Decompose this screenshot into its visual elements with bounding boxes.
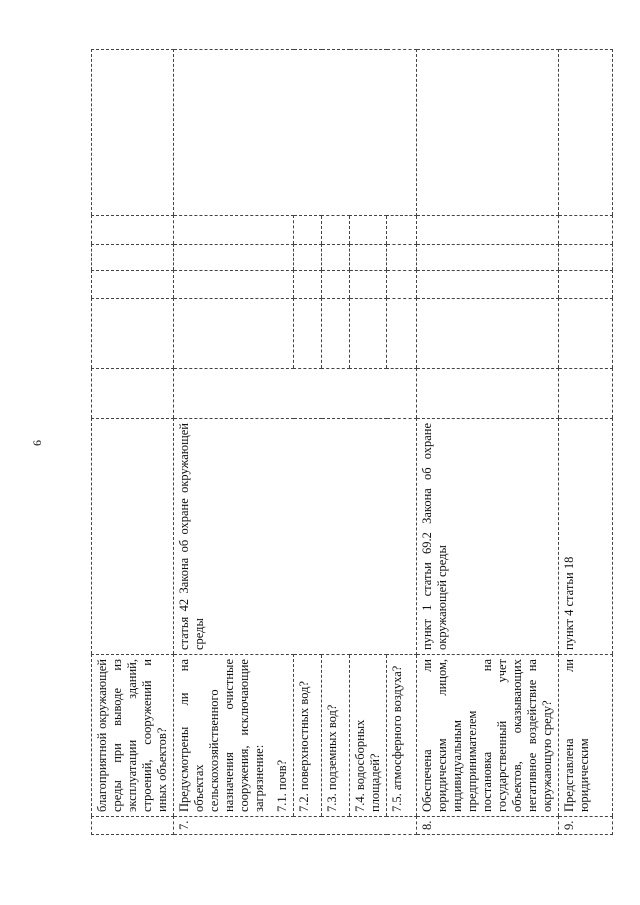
- table-row: [417, 50, 559, 835]
- answer-cell: [387, 299, 417, 369]
- subquestion-7-5: 7.5. атмосферного воздуха?: [387, 655, 417, 817]
- answer-cell: [387, 216, 417, 245]
- answer-cell: [387, 245, 417, 271]
- answer-cell: [174, 299, 294, 369]
- answer-cell: [417, 369, 559, 419]
- notes-cell: [559, 50, 613, 216]
- answer-cell: [92, 245, 174, 271]
- answer-cell: [559, 299, 613, 369]
- answer-cell: [350, 216, 387, 245]
- subquestion-7-3: 7.3. подземных вод?: [322, 655, 350, 817]
- table-row: [174, 50, 294, 835]
- question-text: Предусмотрены ли на объектах сельскохозяйственного назначения очистные сооружения, исключающие загрязнение:: [177, 659, 266, 812]
- row-number: 8.: [417, 817, 559, 835]
- answer-cell: [294, 271, 322, 299]
- answer-cell: [294, 216, 322, 245]
- answer-cell: [559, 245, 613, 271]
- answer-cell: [322, 299, 350, 369]
- table-row: [92, 50, 174, 835]
- notes-cell: [92, 50, 174, 216]
- page-number: 6: [30, 440, 44, 446]
- row-number: 7.: [174, 817, 417, 835]
- question-cell: Обеспечена ли юридическим лицом, индивидуальным предпринимателем постановка на государственный учет объектов, оказывающих негативное воздействие на окружающую среду?: [417, 655, 559, 817]
- answer-cell: [350, 299, 387, 369]
- answer-cell: [417, 271, 559, 299]
- answer-cell: [174, 216, 294, 245]
- answer-cell: [417, 299, 559, 369]
- notes-cell: [417, 50, 559, 216]
- question-cell: Представлена ли юридическим: [559, 655, 613, 817]
- answer-cell: [417, 216, 559, 245]
- answer-cell: [559, 216, 613, 245]
- answer-cell: [92, 216, 174, 245]
- question-cell: благоприятной окружающей среды при выводе из эксплуатации зданий, строений, сооружений и иных объектов?: [92, 655, 174, 817]
- notes-cell: [174, 50, 417, 216]
- answer-cell: [559, 369, 613, 419]
- subquestion-7-1: 7.1. почв?: [275, 759, 289, 812]
- answer-cell: [294, 299, 322, 369]
- row-number: [92, 817, 174, 835]
- answer-cell: [559, 271, 613, 299]
- subquestion-7-4: 7.4. водосборных площадей?: [350, 655, 387, 817]
- law-cell: статья 42 Закона об охране окружающей среды: [174, 419, 417, 655]
- subquestion-7-2: 7.2. поверхностных вод?: [294, 655, 322, 817]
- answer-cell: [294, 245, 322, 271]
- answer-cell: [387, 271, 417, 299]
- answer-cell: [322, 271, 350, 299]
- answer-cell: [322, 216, 350, 245]
- answer-cell: [92, 271, 174, 299]
- row-number: 9.: [559, 817, 613, 835]
- answer-cell: [322, 245, 350, 271]
- law-cell: [92, 419, 174, 655]
- checklist-table: [91, 50, 591, 835]
- law-cell: пункт 1 статьи 69.2 Закона об охране окружающей среды: [417, 419, 559, 655]
- question-cell: [174, 655, 294, 817]
- answer-cell: [417, 245, 559, 271]
- answer-cell: [92, 299, 174, 369]
- answer-cell: [174, 271, 294, 299]
- answer-cell: [174, 245, 294, 271]
- answer-cell: [174, 369, 417, 419]
- law-cell: пункт 4 статьи 18: [559, 419, 613, 655]
- answer-cell: [92, 369, 174, 419]
- answer-cell: [350, 245, 387, 271]
- answer-cell: [350, 271, 387, 299]
- table-row: [559, 50, 613, 835]
